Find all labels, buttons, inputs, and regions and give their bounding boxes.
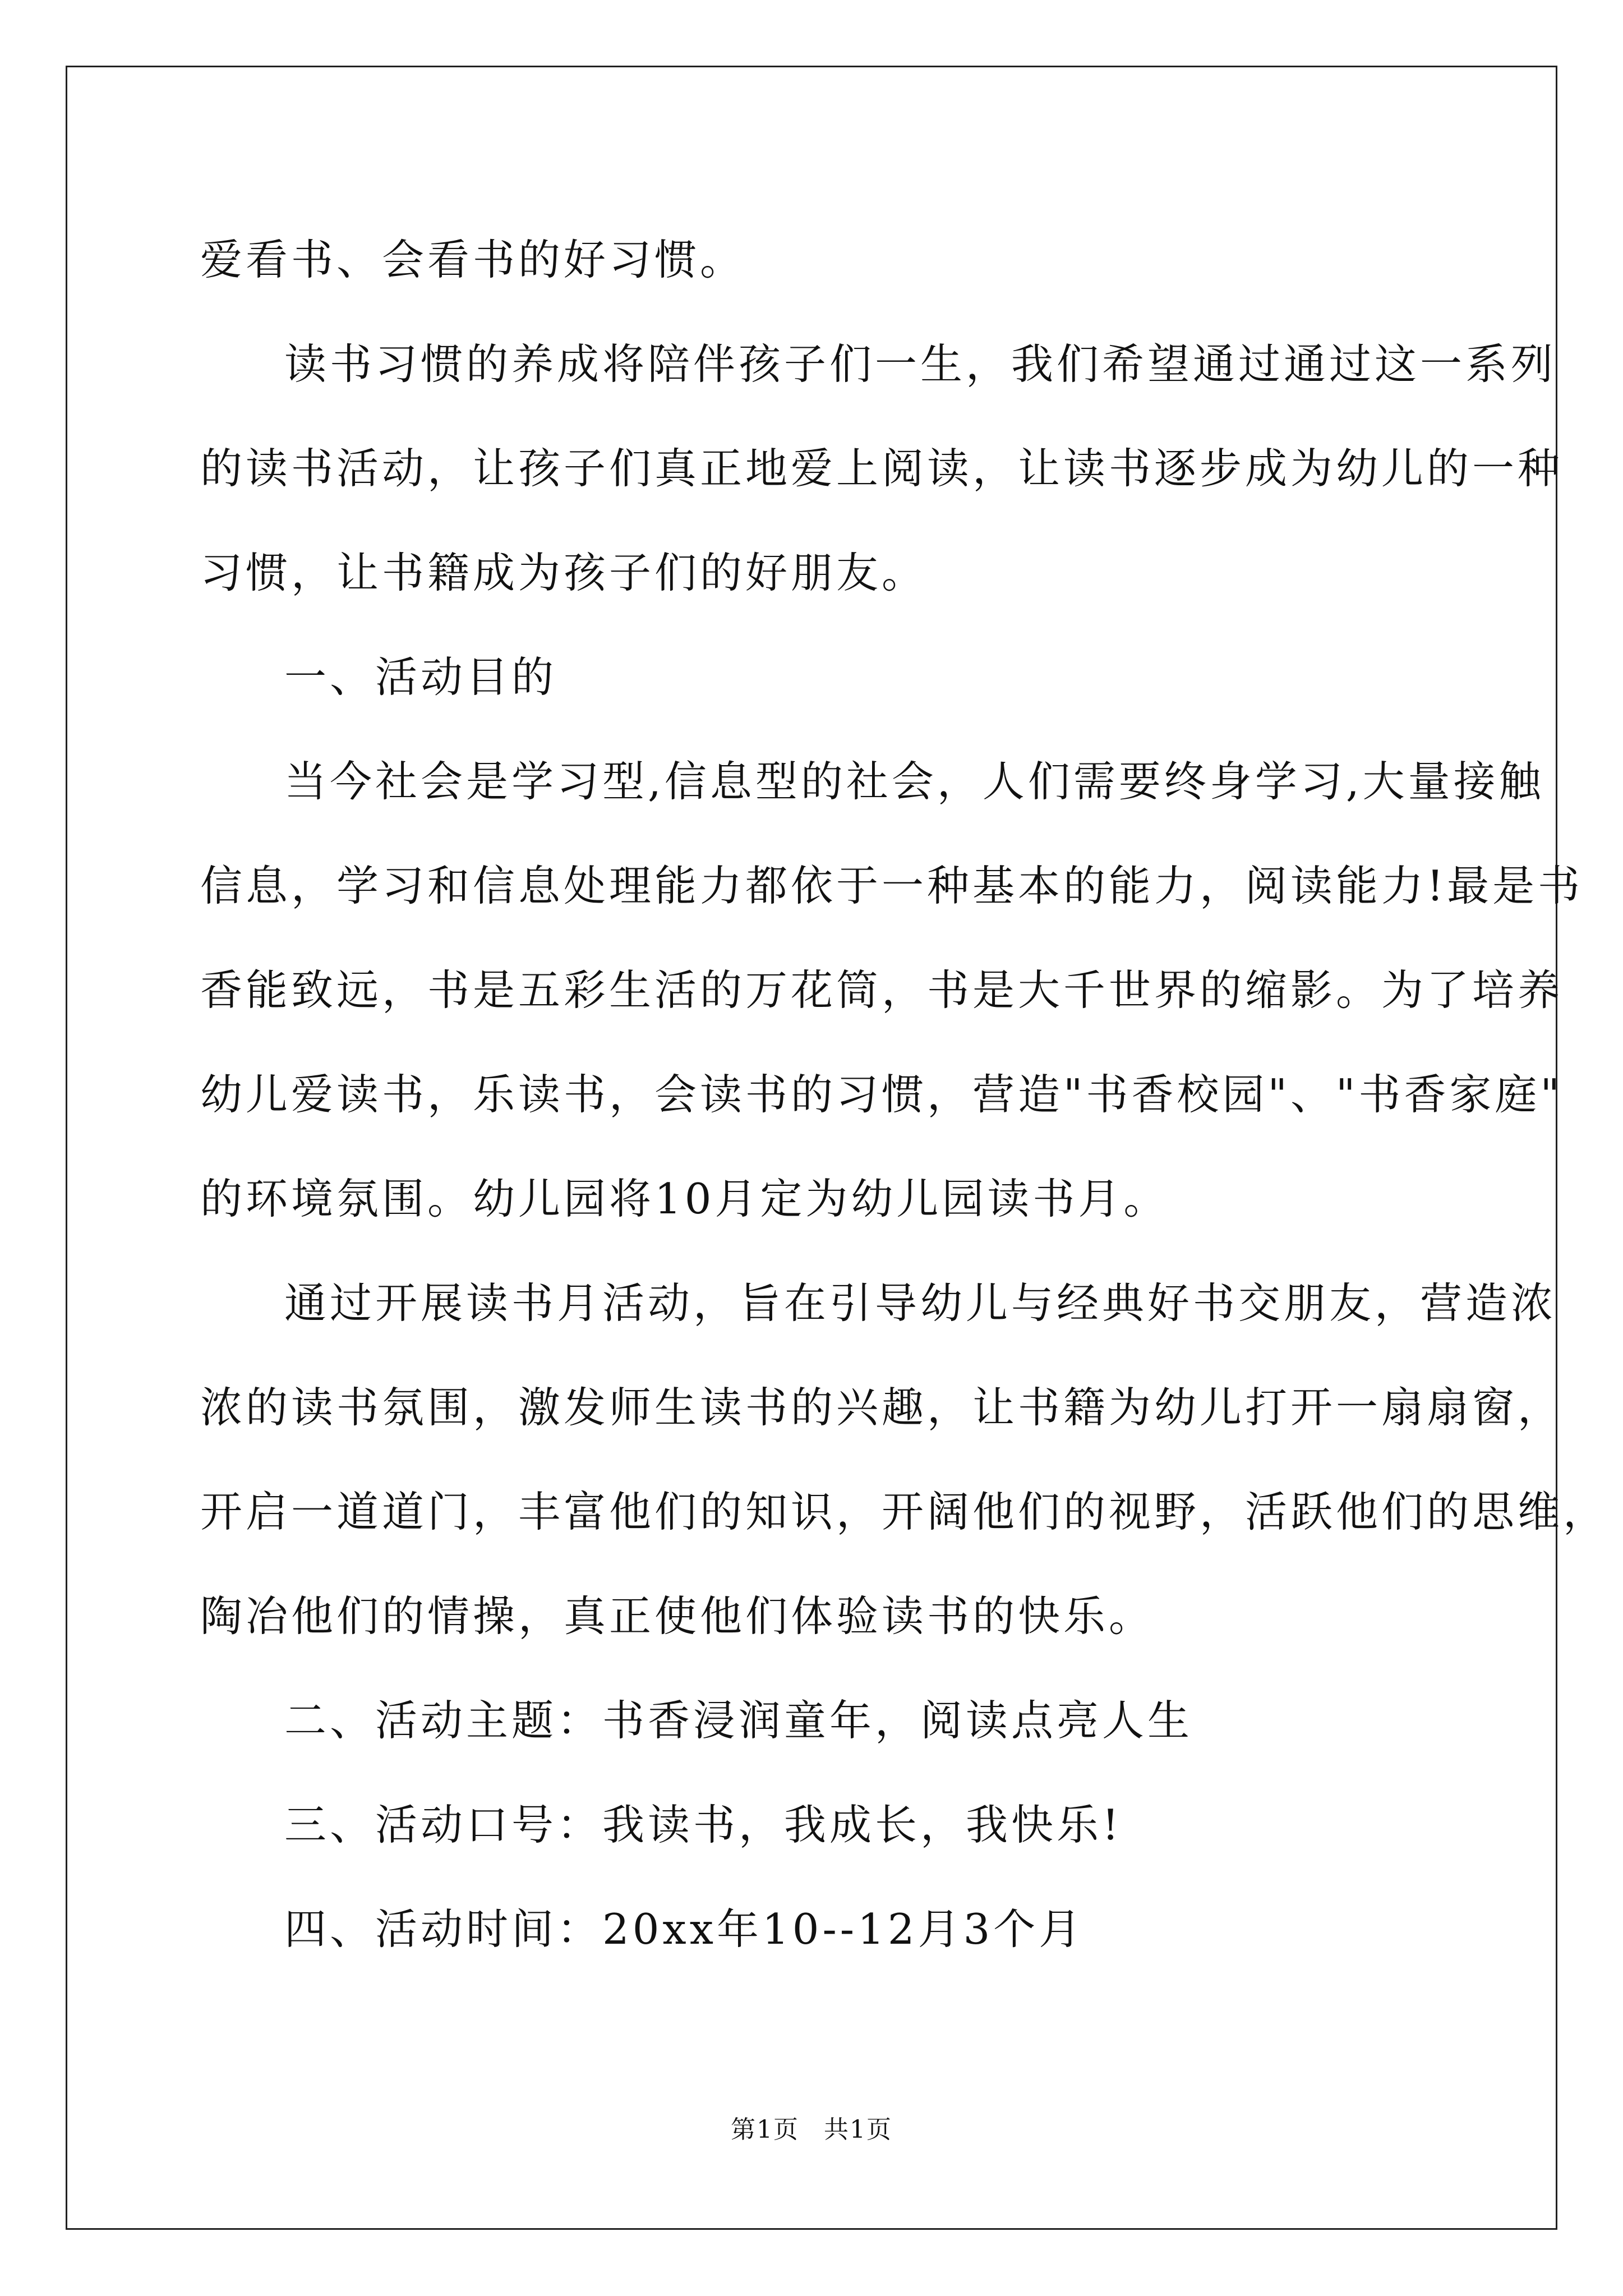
text-line: 香能致远，书是五彩生活的万花筒，书是大千世界的缩影。为了培养 [200, 965, 1564, 1015]
paragraph-start: 通过开展读书月活动，旨在引导幼儿与经典好书交朋友，营造浓 [284, 1278, 1557, 1328]
paragraph-start: 读书习惯的养成将陪伴孩子们一生，我们希望通过通过这一系列 [284, 339, 1557, 389]
text-line: 的读书活动，让孩子们真正地爱上阅读，让读书逐步成为幼儿的一种 [200, 444, 1564, 493]
section-heading-slogan: 三、活动口号：我读书，我成长，我快乐! [284, 1800, 1123, 1849]
text-line: 信息，学习和信息处理能力都依于一种基本的能力，阅读能力!最是书 [200, 861, 1584, 910]
text-line: 习惯，让书籍成为孩子们的好朋友。 [200, 548, 928, 597]
text-line: 开启一道道门，丰富他们的知识，开阔他们的视野，活跃他们的思维， [200, 1487, 1609, 1536]
text-line: 陶冶他们的情操，真正使他们体验读书的快乐。 [200, 1591, 1155, 1641]
section-heading-purpose: 一、活动目的 [284, 652, 557, 702]
document-body [200, 208, 1609, 1981]
paragraph-start: 当今社会是学习型,信息型的社会，人们需要终身学习,大量接触 [284, 757, 1544, 806]
page-number-total: 共1页 [824, 2115, 892, 2144]
text-line: 的环境氛围。幼儿园将10月定为幼儿园读书月。 [200, 1174, 1169, 1223]
page-footer [0, 2109, 1623, 2145]
section-heading-theme: 二、活动主题：书香浸润童年，阅读点亮人生 [284, 1696, 1193, 1745]
section-heading-time: 四、活动时间：20xx年10--12月3个月 [284, 1904, 1085, 1954]
text-line: 爱看书、会看书的好习惯。 [200, 235, 746, 284]
text-line: 浓的读书氛围，激发师生读书的兴趣，让书籍为幼儿打开一扇扇窗， [200, 1383, 1564, 1432]
text-line: 幼儿爱读书，乐读书，会读书的习惯，营造"书香校园"、"书香家庭" [200, 1070, 1563, 1119]
page-number-current: 第1页 [731, 2115, 799, 2144]
